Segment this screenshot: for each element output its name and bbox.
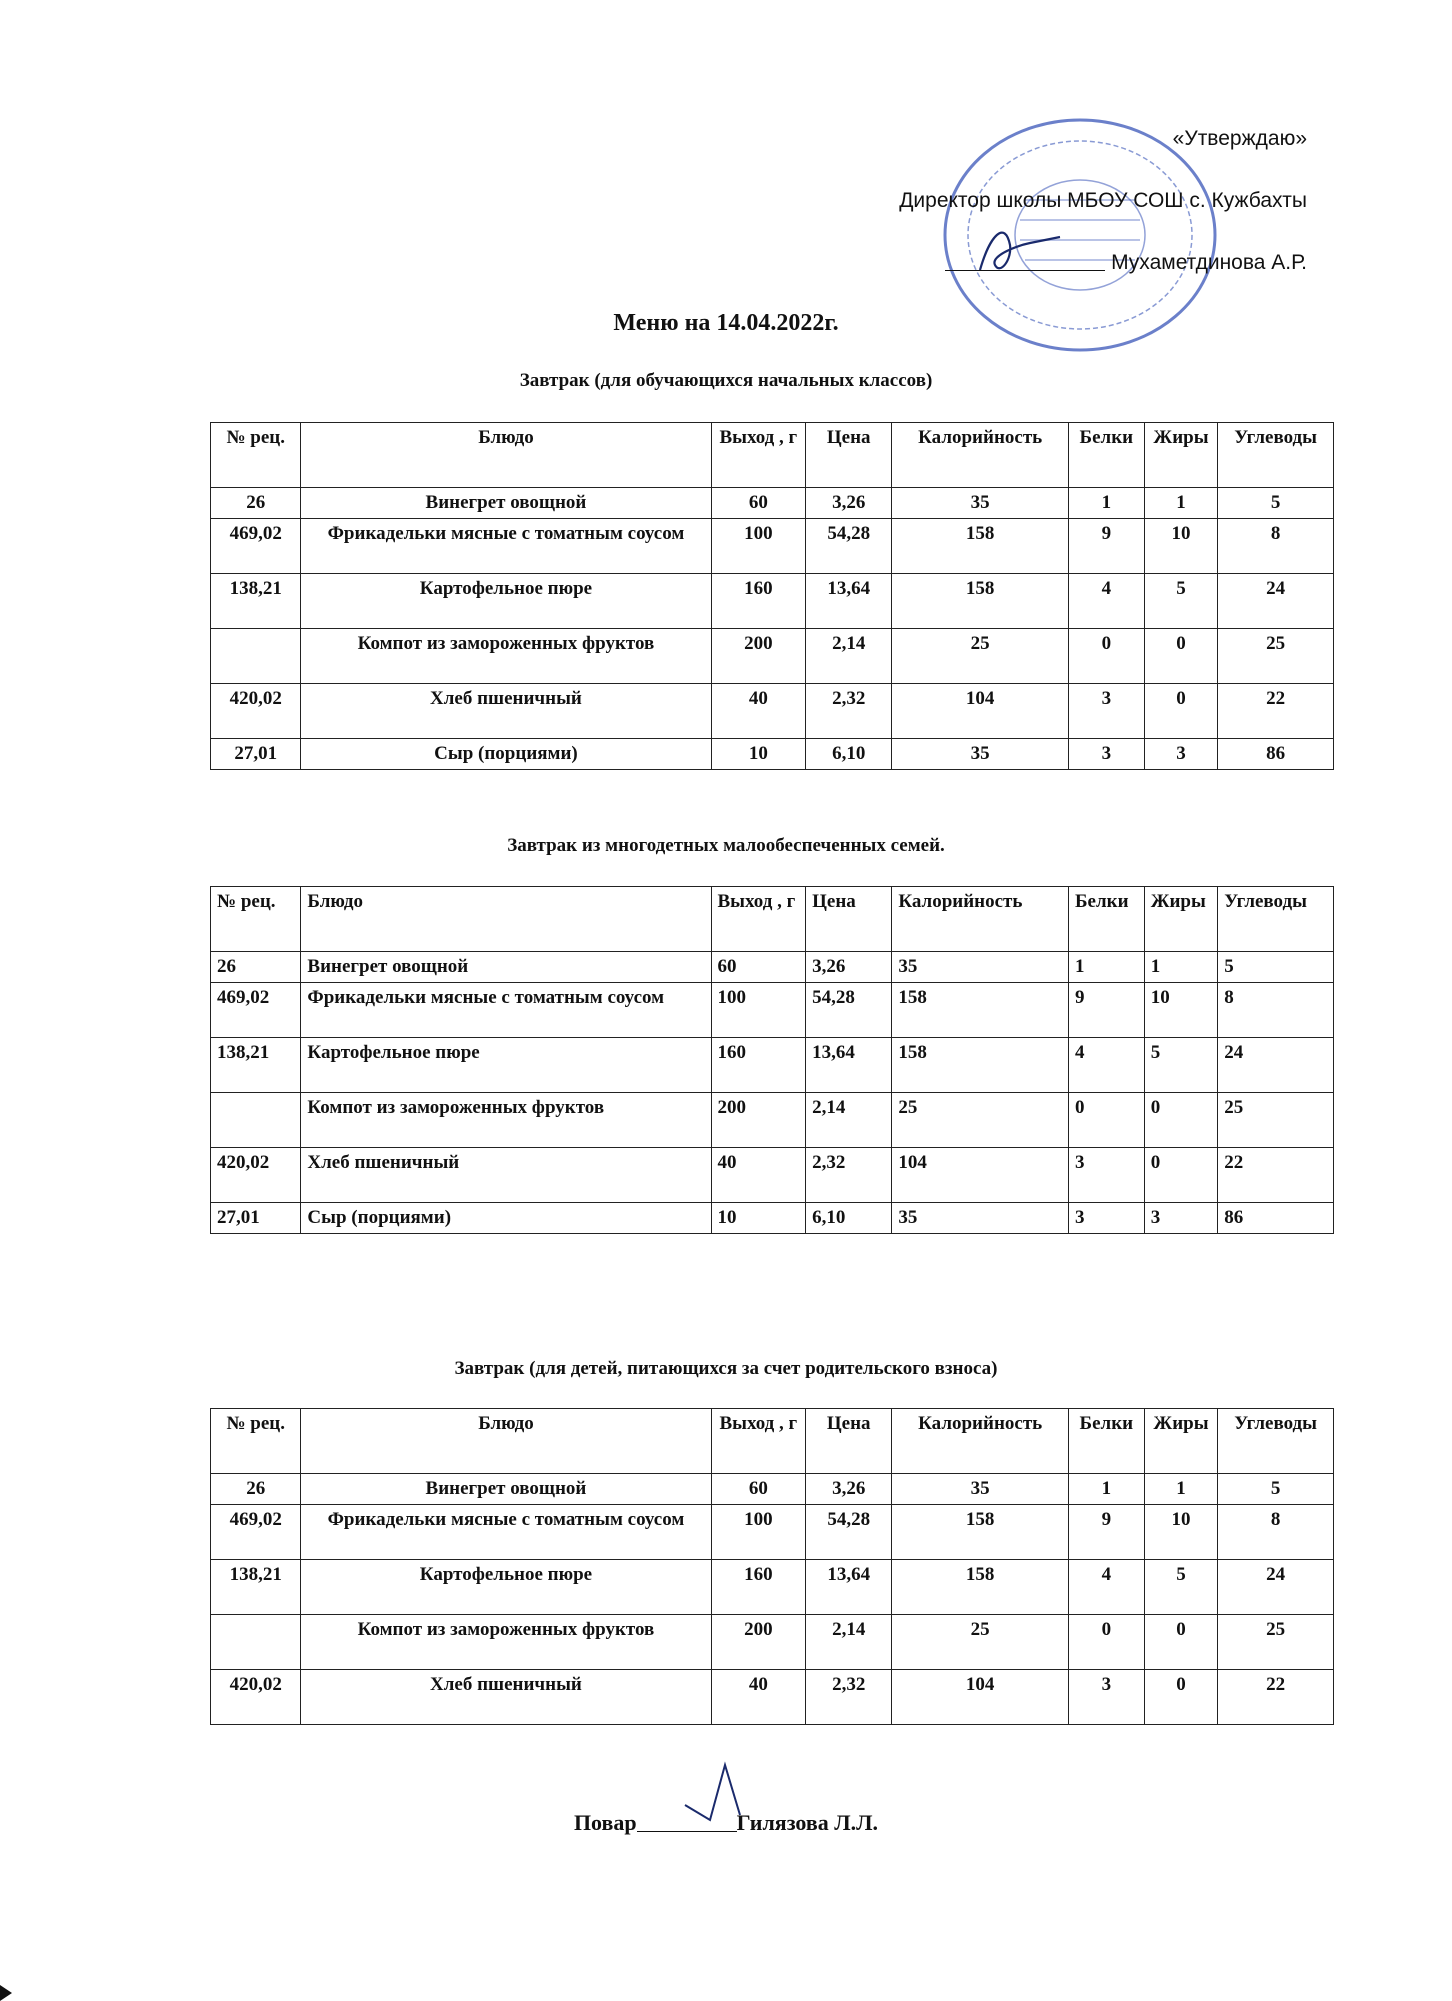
cell-yield: 160 <box>711 574 806 629</box>
cell-yield: 60 <box>711 952 806 983</box>
cell-recipe-number: 469,02 <box>211 519 301 574</box>
cell-proteins: 3 <box>1068 1670 1144 1725</box>
cell-dish: Фрикадельки мясные с томатным соусом <box>301 519 711 574</box>
header-price: Цена <box>806 1409 892 1474</box>
header-recipe-number: № рец. <box>211 423 301 488</box>
cell-dish: Винегрет овощной <box>301 488 711 519</box>
cell-yield: 200 <box>711 629 806 684</box>
cell-calories: 25 <box>892 1093 1069 1148</box>
table-row <box>211 1474 1334 1505</box>
cell-carbohydrates: 25 <box>1218 1615 1334 1670</box>
cell-yield: 100 <box>711 1505 806 1560</box>
cell-calories: 25 <box>892 1615 1069 1670</box>
cell-carbohydrates: 86 <box>1218 1203 1334 1234</box>
cell-fats: 5 <box>1144 574 1218 629</box>
cell-calories: 104 <box>892 684 1069 739</box>
header-proteins: Белки <box>1068 1409 1144 1474</box>
cell-proteins: 0 <box>1068 629 1144 684</box>
cell-recipe-number: 27,01 <box>211 1203 301 1234</box>
page-title: Меню на 14.04.2022г. <box>613 310 839 336</box>
table-row <box>211 952 1334 983</box>
cell-fats: 10 <box>1144 983 1218 1038</box>
cell-dish: Картофельное пюре <box>301 1560 711 1615</box>
cell-fats: 0 <box>1144 1670 1218 1725</box>
cell-recipe-number: 26 <box>211 1474 301 1505</box>
cell-fats: 0 <box>1144 1093 1218 1148</box>
header-fats: Жиры <box>1144 1409 1218 1474</box>
cell-price: 2,14 <box>806 629 892 684</box>
cell-fats: 3 <box>1144 1203 1218 1234</box>
cell-recipe-number: 138,21 <box>211 1560 301 1615</box>
cell-yield: 100 <box>711 519 806 574</box>
cell-proteins: 4 <box>1068 1038 1144 1093</box>
cell-calories: 104 <box>892 1670 1069 1725</box>
section3-title: Завтрак (для детей, питающихся за счет родительского взноса) <box>454 1358 998 1379</box>
cell-dish: Хлеб пшеничный <box>301 1148 711 1203</box>
header-calories: Калорийность <box>892 1409 1069 1474</box>
cell-carbohydrates: 5 <box>1218 488 1334 519</box>
header-fats: Жиры <box>1144 887 1218 952</box>
cell-price: 13,64 <box>806 574 892 629</box>
cell-carbohydrates: 8 <box>1218 1505 1334 1560</box>
cell-price: 2,32 <box>806 684 892 739</box>
section2-title: Завтрак из многодетных малообеспеченных семей. <box>507 835 945 856</box>
table-row <box>211 519 1334 574</box>
cell-dish: Сыр (порциями) <box>301 739 711 770</box>
cell-price: 13,64 <box>806 1560 892 1615</box>
cell-proteins: 3 <box>1068 739 1144 770</box>
header-yield: Выход , г <box>711 887 806 952</box>
cell-price: 3,26 <box>806 488 892 519</box>
table-row <box>211 629 1334 684</box>
cell-dish: Фрикадельки мясные с томатным соусом <box>301 983 711 1038</box>
cell-recipe-number <box>211 1093 301 1148</box>
cell-yield: 200 <box>711 1615 806 1670</box>
section1-title: Завтрак (для обучающихся начальных классов) <box>519 370 933 391</box>
header-yield: Выход , г <box>711 423 806 488</box>
cell-yield: 10 <box>711 1203 806 1234</box>
scan-edge-mark <box>0 1985 12 2001</box>
cell-price: 2,32 <box>806 1670 892 1725</box>
cell-calories: 158 <box>892 983 1069 1038</box>
header-carbohydrates: Углеводы <box>1218 423 1334 488</box>
cell-carbohydrates: 5 <box>1218 952 1334 983</box>
cell-proteins: 0 <box>1068 1615 1144 1670</box>
table-row <box>211 1148 1334 1203</box>
header-calories: Калорийность <box>892 887 1069 952</box>
menu-table-primary <box>210 422 1334 770</box>
cook-label: Повар <box>573 1810 637 1835</box>
cell-fats: 10 <box>1144 519 1218 574</box>
header-price: Цена <box>806 887 892 952</box>
cell-price: 3,26 <box>806 952 892 983</box>
cell-fats: 3 <box>1144 739 1218 770</box>
header-dish: Блюдо <box>301 887 711 952</box>
table-row <box>211 983 1334 1038</box>
cell-recipe-number: 420,02 <box>211 1148 301 1203</box>
cell-proteins: 1 <box>1068 952 1144 983</box>
cell-fats: 5 <box>1144 1038 1218 1093</box>
table-row <box>211 1093 1334 1148</box>
header-dish: Блюдо <box>301 423 711 488</box>
table-row <box>211 488 1334 519</box>
table-row <box>211 684 1334 739</box>
cell-proteins: 9 <box>1068 983 1144 1038</box>
cell-proteins: 1 <box>1068 1474 1144 1505</box>
approval-signature-line <box>899 252 1307 314</box>
header-proteins: Белки <box>1068 423 1144 488</box>
cell-recipe-number: 138,21 <box>211 574 301 629</box>
cell-recipe-number: 420,02 <box>211 1670 301 1725</box>
cell-dish: Винегрет овощной <box>301 952 711 983</box>
cell-dish: Картофельное пюре <box>301 574 711 629</box>
header-carbohydrates: Углеводы <box>1218 1409 1334 1474</box>
cell-dish: Хлеб пшеничный <box>301 1670 711 1725</box>
cell-carbohydrates: 24 <box>1218 1038 1334 1093</box>
header-carbohydrates: Углеводы <box>1218 887 1334 952</box>
cell-carbohydrates: 8 <box>1218 519 1334 574</box>
cell-yield: 40 <box>711 1148 806 1203</box>
cell-proteins: 9 <box>1068 1505 1144 1560</box>
cell-recipe-number <box>211 1615 301 1670</box>
cell-yield: 100 <box>711 983 806 1038</box>
cell-calories: 158 <box>892 519 1069 574</box>
cell-carbohydrates: 5 <box>1218 1474 1334 1505</box>
table-row <box>211 1505 1334 1560</box>
cell-price: 2,14 <box>806 1615 892 1670</box>
table-header-row <box>211 423 1334 488</box>
table-row <box>211 574 1334 629</box>
cell-carbohydrates: 22 <box>1218 1670 1334 1725</box>
cell-yield: 160 <box>711 1560 806 1615</box>
cell-dish: Компот из замороженных фруктов <box>301 629 711 684</box>
cell-fats: 0 <box>1144 1148 1218 1203</box>
cell-price: 54,28 <box>806 983 892 1038</box>
table-row <box>211 1560 1334 1615</box>
cell-yield: 160 <box>711 1038 806 1093</box>
cell-price: 54,28 <box>806 519 892 574</box>
cell-yield: 10 <box>711 739 806 770</box>
table-row <box>211 739 1334 770</box>
cell-fats: 0 <box>1144 1615 1218 1670</box>
table-header-row <box>211 887 1334 952</box>
header-recipe-number: № рец. <box>211 1409 301 1474</box>
cell-proteins: 1 <box>1068 488 1144 519</box>
cell-proteins: 9 <box>1068 519 1144 574</box>
approval-block <box>899 128 1307 314</box>
cell-fats: 1 <box>1144 952 1218 983</box>
cell-calories: 158 <box>892 574 1069 629</box>
table-header-row <box>211 1409 1334 1474</box>
header-price: Цена <box>806 423 892 488</box>
menu-table-parent-paid <box>210 1408 1334 1725</box>
cell-calories: 158 <box>892 1560 1069 1615</box>
cell-dish: Компот из замороженных фруктов <box>301 1093 711 1148</box>
cell-carbohydrates: 22 <box>1218 684 1334 739</box>
cell-yield: 200 <box>711 1093 806 1148</box>
cell-price: 6,10 <box>806 739 892 770</box>
header-dish: Блюдо <box>301 1409 711 1474</box>
cell-proteins: 4 <box>1068 1560 1144 1615</box>
cell-calories: 158 <box>892 1038 1069 1093</box>
cell-recipe-number: 469,02 <box>211 983 301 1038</box>
director-name: Мухаметдинова А.Р. <box>1111 251 1307 274</box>
cell-recipe-number: 420,02 <box>211 684 301 739</box>
header-yield: Выход , г <box>711 1409 806 1474</box>
header-fats: Жиры <box>1144 423 1218 488</box>
cell-carbohydrates: 86 <box>1218 739 1334 770</box>
cell-carbohydrates: 24 <box>1218 1560 1334 1615</box>
cell-proteins: 3 <box>1068 1203 1144 1234</box>
header-calories: Калорийность <box>892 423 1069 488</box>
cell-recipe-number: 26 <box>211 488 301 519</box>
cell-calories: 35 <box>892 952 1069 983</box>
cell-dish: Фрикадельки мясные с томатным соусом <box>301 1505 711 1560</box>
cell-yield: 60 <box>711 488 806 519</box>
cell-recipe-number <box>211 629 301 684</box>
cell-proteins: 3 <box>1068 1148 1144 1203</box>
cell-carbohydrates: 22 <box>1218 1148 1334 1203</box>
cell-yield: 40 <box>711 684 806 739</box>
table-row <box>211 1038 1334 1093</box>
cell-recipe-number: 138,21 <box>211 1038 301 1093</box>
cell-proteins: 3 <box>1068 684 1144 739</box>
cell-calories: 35 <box>892 1474 1069 1505</box>
cell-dish: Компот из замороженных фруктов <box>301 1615 711 1670</box>
cell-carbohydrates: 25 <box>1218 1093 1334 1148</box>
cell-price: 2,14 <box>806 1093 892 1148</box>
cell-recipe-number: 469,02 <box>211 1505 301 1560</box>
cell-calories: 25 <box>892 629 1069 684</box>
cell-proteins: 4 <box>1068 574 1144 629</box>
cell-price: 54,28 <box>806 1505 892 1560</box>
cell-dish: Хлеб пшеничный <box>301 684 711 739</box>
cell-carbohydrates: 24 <box>1218 574 1334 629</box>
cell-proteins: 0 <box>1068 1093 1144 1148</box>
cook-block <box>0 1810 1452 1836</box>
cell-yield: 60 <box>711 1474 806 1505</box>
cell-fats: 0 <box>1144 629 1218 684</box>
cell-price: 13,64 <box>806 1038 892 1093</box>
cell-dish: Картофельное пюре <box>301 1038 711 1093</box>
table-row <box>211 1203 1334 1234</box>
cell-calories: 158 <box>892 1505 1069 1560</box>
cell-recipe-number: 26 <box>211 952 301 983</box>
cell-fats: 1 <box>1144 1474 1218 1505</box>
cell-fats: 10 <box>1144 1505 1218 1560</box>
cell-fats: 0 <box>1144 684 1218 739</box>
cell-fats: 1 <box>1144 488 1218 519</box>
cell-price: 6,10 <box>806 1203 892 1234</box>
menu-table-large-families <box>210 886 1334 1234</box>
cell-calories: 35 <box>892 739 1069 770</box>
cell-price: 2,32 <box>806 1148 892 1203</box>
approval-heading: «Утверждаю» <box>1172 127 1307 150</box>
cook-name: Гилязова Л.Л. <box>736 1810 879 1835</box>
approval-position: Директор школы МБОУ СОШ с. Кужбахты <box>899 189 1307 212</box>
cell-carbohydrates: 8 <box>1218 983 1334 1038</box>
cell-dish: Сыр (порциями) <box>301 1203 711 1234</box>
cell-calories: 104 <box>892 1148 1069 1203</box>
cell-yield: 40 <box>711 1670 806 1725</box>
cell-carbohydrates: 25 <box>1218 629 1334 684</box>
table-row <box>211 1670 1334 1725</box>
cell-fats: 5 <box>1144 1560 1218 1615</box>
cook-signature-line <box>637 1831 737 1832</box>
cell-dish: Винегрет овощной <box>301 1474 711 1505</box>
cell-price: 3,26 <box>806 1474 892 1505</box>
signature-line <box>945 270 1105 271</box>
cell-calories: 35 <box>892 1203 1069 1234</box>
header-proteins: Белки <box>1068 887 1144 952</box>
header-recipe-number: № рец. <box>211 887 301 952</box>
cell-calories: 35 <box>892 488 1069 519</box>
cell-recipe-number: 27,01 <box>211 739 301 770</box>
table-row <box>211 1615 1334 1670</box>
